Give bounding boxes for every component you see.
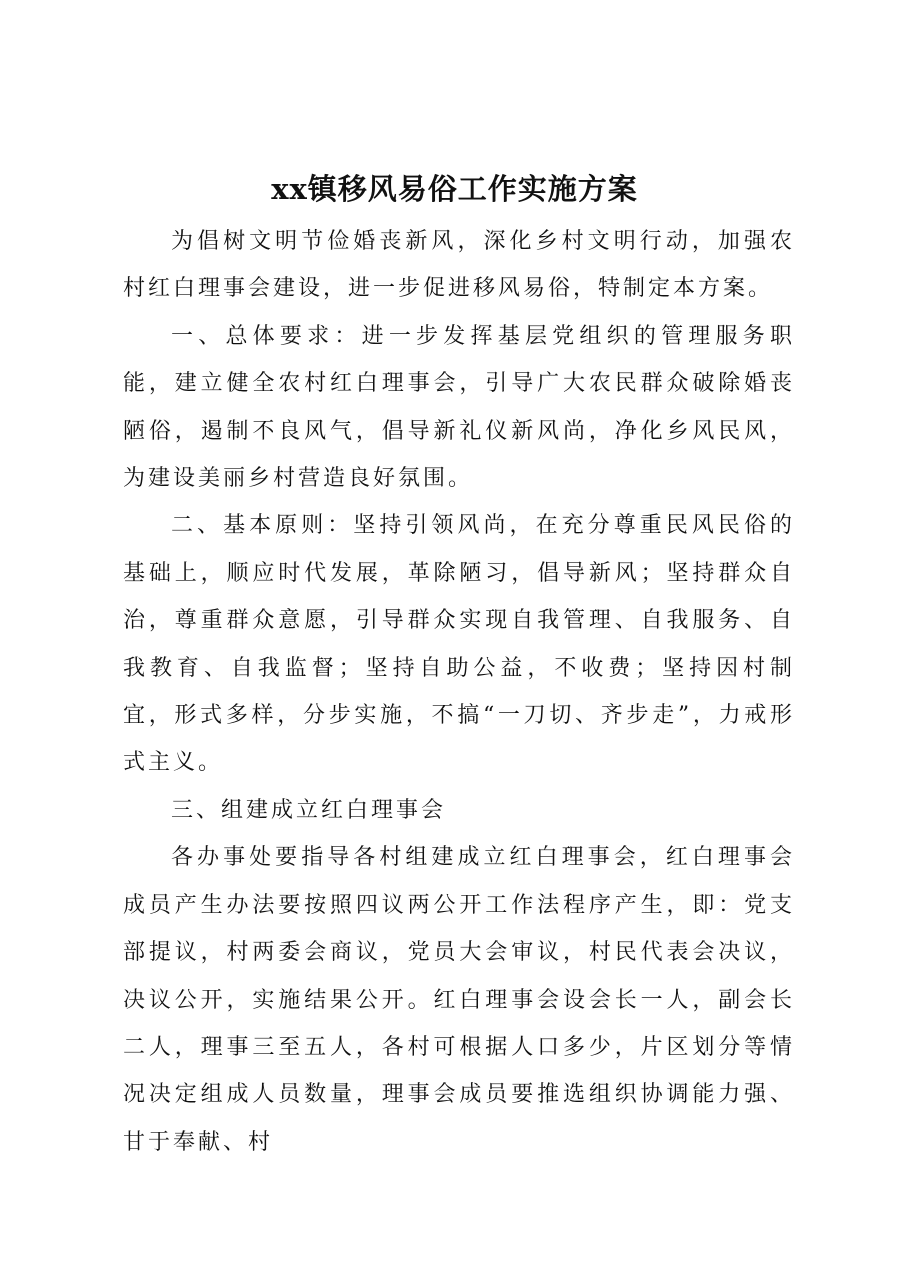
document-body	[123, 218, 795, 1166]
paragraph-general-requirements: 一、总体要求：进一步发挥基层党组织的管理服务职能，建立健全农村红白理事会，引导广大农民群众破除婚丧陋俗，遏制不良风气，倡导新礼仪新风尚，净化乡风民风，为建设美丽乡村营造良好氛围。	[123, 323, 795, 492]
paragraph-council-setup: 各办事处要指导各村组建成立红白理事会，红白理事会成员产生办法要按照四议两公开工作法程序产生，即：党支部提议，村两委会商议，党员大会审议，村民代表会决议，决议公开，实施结果公开。红白理事会设会长一人，副会长二人，理事三至五人，各村可根据人口多少，片区划分等情况决定组成人员数量，理事会成员要推选组织协调能力强、甘于奉献、村	[123, 845, 795, 1155]
paragraph-basic-principles: 二、基本原则：坚持引领风尚，在充分尊重民风民俗的基础上，顺应时代发展，革除陋习，倡导新风；坚持群众自治，尊重群众意愿，引导群众实现自我管理、自我服务、自我教育、自我监督；坚持自助公益，不收费；坚持因村制宜，形式多样，分步实施，不搞“一刀切、齐步走”，力戒形式主义。	[123, 513, 795, 776]
section-heading-council: 三、组建成立红白理事会	[171, 797, 447, 823]
paragraph-intro: 为倡树文明节俭婚丧新风，深化乡村文明行动，加强农村红白理事会建设，进一步促进移风易俗，特制定本方案。	[123, 229, 795, 302]
document-title: xx镇移风易俗工作实施方案	[271, 172, 638, 206]
